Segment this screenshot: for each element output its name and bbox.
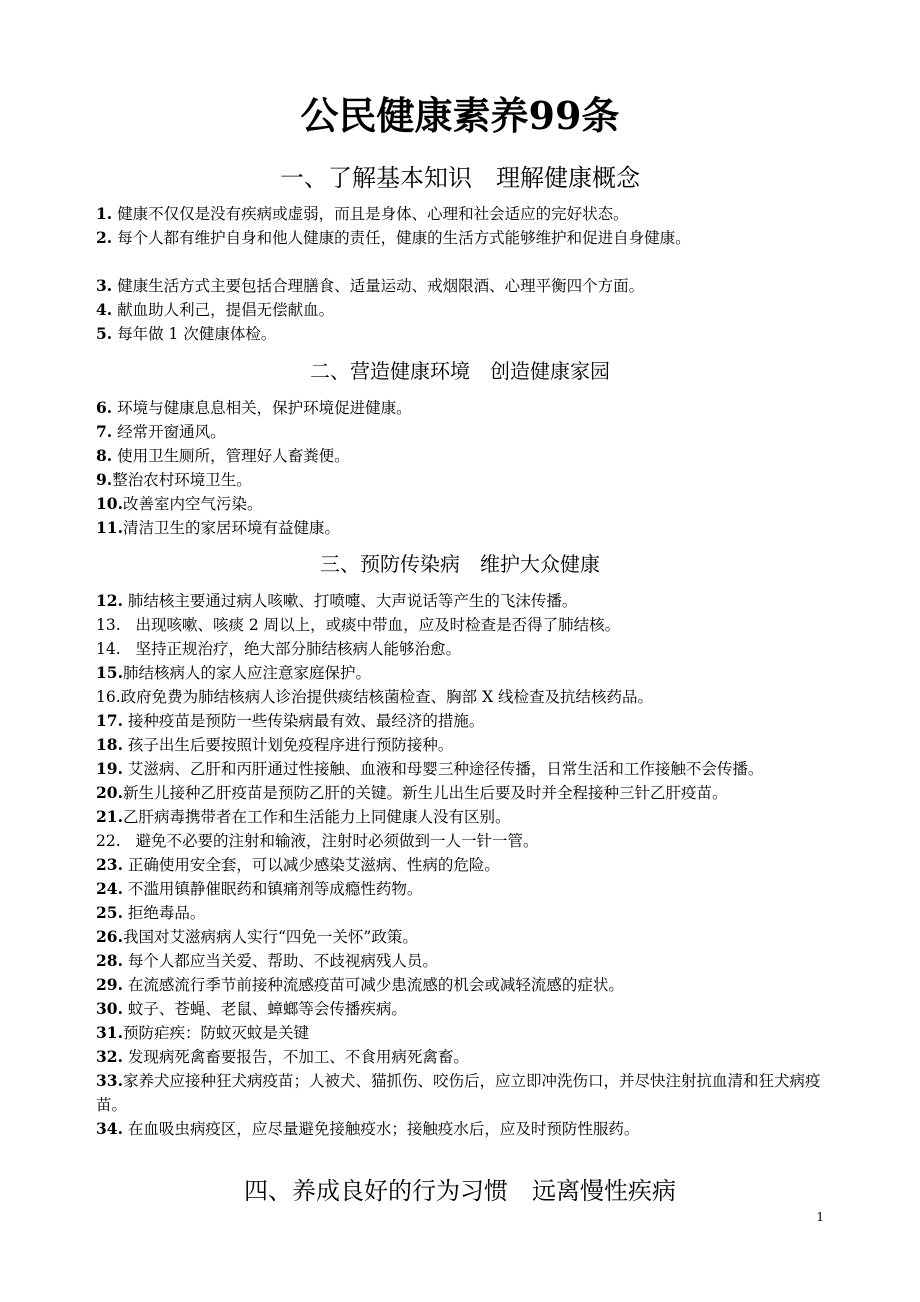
list-item: 14. 坚持正规治疗，绝大部分肺结核病人能够治愈。 xyxy=(96,640,461,658)
list-item: 33.家养犬应接种狂犬病疫苗；人被犬、猫抓伤、咬伤后，应立即冲洗伤口，并尽快注射抗血清和狂犬病疫苗。 xyxy=(96,1071,821,1114)
section-heading-4: 四、养成良好的行为习惯 远离慢性疾病 xyxy=(244,1177,676,1205)
page-title: 公民健康素养99条 xyxy=(300,93,620,138)
list-item: 29. 在流感流行季节前接种流感疫苗可减少患流感的机会或减轻流感的症状。 xyxy=(96,975,624,994)
list-item: 34. 在血吸虫病疫区，应尽量避免接触疫水；接触疫水后，应及时预防性服药。 xyxy=(96,1119,640,1138)
list-item: 13. 出现咳嗽、咳痰 2 周以上，或痰中带血，应及时检查是否得了肺结核。 xyxy=(96,616,621,634)
list-item: 8. 使用卫生厕所，管理好人畜粪便。 xyxy=(96,446,350,465)
list-item: 23. 正确使用安全套，可以减少感染艾滋病、性病的危险。 xyxy=(96,855,500,874)
list-item: 21.乙肝病毒携带者在工作和生活能力上同健康人没有区别。 xyxy=(96,807,511,826)
list-item: 15.肺结核病人的家人应注意家庭保护。 xyxy=(96,663,371,682)
list-item: 24. 不滥用镇静催眠药和镇痛剂等成瘾性药物。 xyxy=(96,879,423,898)
list-item: 9.整治农村环境卫生。 xyxy=(96,470,252,489)
list-item: 30. 蚊子、苍蝇、老鼠、蟑螂等会传播疾病。 xyxy=(96,999,407,1018)
list-item: 6. 环境与健康息息相关，保护环境促进健康。 xyxy=(96,398,412,417)
list-item: 11.清洁卫生的家居环境有益健康。 xyxy=(96,518,340,537)
list-item: 32. 发现病死禽畜要报告，不加工、不食用病死禽畜。 xyxy=(96,1047,469,1066)
list-item: 7. 经常开窗通风。 xyxy=(96,422,226,441)
list-item: 10.改善室内空气污染。 xyxy=(96,494,263,513)
list-item: 25. 拒绝毒品。 xyxy=(96,903,206,922)
list-item: 18. 孩子出生后要按照计划免疫程序进行预防接种。 xyxy=(96,735,454,754)
section-heading-3: 三、预防传染病 维护大众健康 xyxy=(320,552,600,576)
list-item: 4. 献血助人利己，提倡无偿献血。 xyxy=(96,300,335,319)
list-item: 20.新生儿接种乙肝疫苗是预防乙肝的关键。新生儿出生后要及时并全程接种三针乙肝疫苗。 xyxy=(96,783,728,802)
list-item: 26.我国对艾滋病病人实行“四免一关怀”政策。 xyxy=(96,927,418,946)
list-item: 19. 艾滋病、乙肝和丙肝通过性接触、血液和母婴三种途径传播，日常生活和工作接触不会传播。 xyxy=(96,759,764,778)
list-item: 3. 健康生活方式主要包括合理膳食、适量运动、戒烟限酒、心理平衡四个方面。 xyxy=(96,276,645,295)
page-number: 1 xyxy=(816,1210,824,1224)
list-item: 16.政府免费为肺结核病人诊治提供痰结核菌检查、胸部 X 线检查及抗结核药品。 xyxy=(96,688,654,706)
section-list-3 xyxy=(96,589,831,1141)
list-item: 2. 每个人都有维护自身和他人健康的责任，健康的生活方式能够维护和促进自身健康。 xyxy=(96,228,691,247)
section-list-2 xyxy=(96,396,831,540)
section-heading-1: 一、了解基本知识 理解健康概念 xyxy=(280,164,640,192)
list-item: 28. 每个人都应当关爱、帮助、不歧视病残人员。 xyxy=(96,951,438,970)
list-item: 17. 接种疫苗是预防一些传染病最有效、最经济的措施。 xyxy=(96,711,485,730)
list-item: 1. 健康不仅仅是没有疾病或虚弱，而且是身体、心理和社会适应的完好状态。 xyxy=(96,204,629,223)
section-list-1 xyxy=(96,202,831,346)
list-item: 5. 每年做 1 次健康体检。 xyxy=(96,324,277,343)
list-item: 12. 肺结核主要通过病人咳嗽、打喷嚏、大声说话等产生的飞沫传播。 xyxy=(96,591,578,610)
list-item: 22. 避免不必要的注射和输液，注射时必须做到一人一针一管。 xyxy=(96,832,539,850)
section-heading-2: 二、营造健康环境 创造健康家园 xyxy=(310,359,610,383)
list-item: 31.预防疟疾：防蚊灭蚊是关键 xyxy=(96,1023,309,1042)
